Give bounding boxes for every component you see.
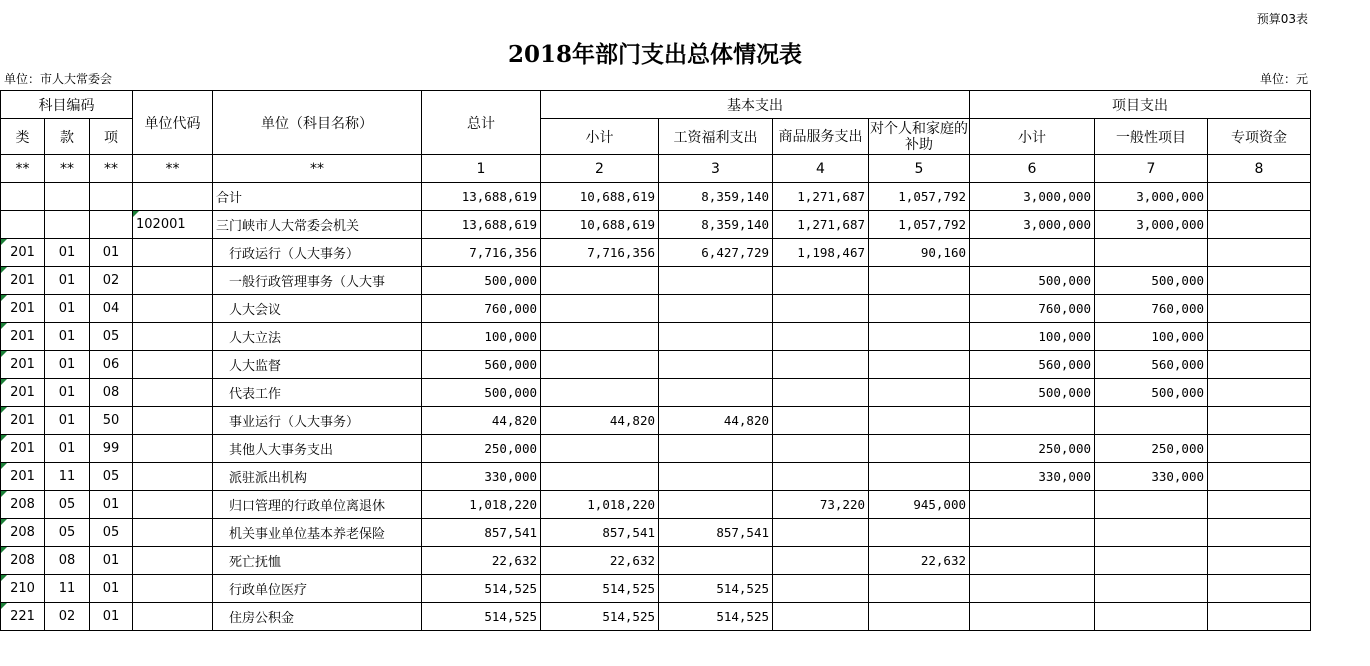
cell-unit-name: 人大会议	[213, 295, 422, 323]
table-row	[1, 267, 1311, 295]
header-kuan: 款	[45, 119, 90, 155]
cell-total: 1,018,220	[422, 491, 541, 519]
cell-goods-services	[773, 575, 869, 603]
cell-general-project: 3,000,000	[1095, 211, 1208, 239]
cell-kuan: 08	[45, 547, 90, 575]
cell-kuan: 01	[45, 351, 90, 379]
cell-goods-services	[773, 463, 869, 491]
cell-lei: 201	[1, 463, 45, 491]
cell-basic-subtotal	[541, 267, 659, 295]
cell-special-fund	[1208, 603, 1311, 631]
cell-personal-subsidy	[869, 379, 970, 407]
cell-unit-code	[133, 407, 213, 435]
cell-salary: 514,525	[659, 575, 773, 603]
cell-unit-code	[133, 239, 213, 267]
cell-unit-name: 行政单位医疗	[213, 575, 422, 603]
cell-lei: 208	[1, 547, 45, 575]
cell-project-subtotal	[970, 547, 1095, 575]
cell-lei: 201	[1, 239, 45, 267]
cell-unit-name: 合计	[213, 183, 422, 211]
cell-salary	[659, 435, 773, 463]
cell-unit-name: 机关事业单位基本养老保险	[213, 519, 422, 547]
cell-general-project: 100,000	[1095, 323, 1208, 351]
cell-kuan: 01	[45, 435, 90, 463]
cell-general-project	[1095, 547, 1208, 575]
cell-goods-services	[773, 379, 869, 407]
cell-goods-services	[773, 547, 869, 575]
cell-project-subtotal: 3,000,000	[970, 211, 1095, 239]
cell-salary	[659, 351, 773, 379]
header-lei: 类	[1, 119, 45, 155]
table-row	[1, 435, 1311, 463]
table-row	[1, 407, 1311, 435]
cell-xiang: 50	[90, 407, 133, 435]
cell-goods-services	[773, 603, 869, 631]
column-index-cell: 3	[659, 155, 773, 183]
cell-personal-subsidy	[869, 603, 970, 631]
cell-general-project: 500,000	[1095, 379, 1208, 407]
table-body	[1, 183, 1311, 631]
cell-unit-name: 住房公积金	[213, 603, 422, 631]
cell-goods-services: 1,198,467	[773, 239, 869, 267]
cell-special-fund	[1208, 547, 1311, 575]
cell-special-fund	[1208, 323, 1311, 351]
cell-lei: 221	[1, 603, 45, 631]
cell-lei: 201	[1, 267, 45, 295]
cell-xiang: 01	[90, 239, 133, 267]
cell-xiang: 05	[90, 463, 133, 491]
cell-xiang: 06	[90, 351, 133, 379]
header-goods-services: 商品服务支出	[773, 119, 869, 155]
cell-salary: 44,820	[659, 407, 773, 435]
cell-xiang: 04	[90, 295, 133, 323]
cell-unit-name: 派驻派出机构	[213, 463, 422, 491]
cell-kuan: 05	[45, 519, 90, 547]
cell-goods-services	[773, 351, 869, 379]
cell-total: 560,000	[422, 351, 541, 379]
cell-goods-services: 73,220	[773, 491, 869, 519]
cell-salary	[659, 463, 773, 491]
cell-salary	[659, 267, 773, 295]
cell-general-project: 500,000	[1095, 267, 1208, 295]
cell-salary: 8,359,140	[659, 211, 773, 239]
cell-kuan: 01	[45, 239, 90, 267]
cell-goods-services: 1,271,687	[773, 211, 869, 239]
cell-unit-code	[133, 183, 213, 211]
table-row	[1, 519, 1311, 547]
cell-kuan: 01	[45, 379, 90, 407]
cell-kuan: 02	[45, 603, 90, 631]
header-xiang: 项	[90, 119, 133, 155]
cell-kuan	[45, 183, 90, 211]
page-title: 2018年部门支出总体情况表	[507, 41, 802, 68]
cell-kuan: 01	[45, 295, 90, 323]
unit-label-left: 单位：市人大常委会	[4, 72, 113, 86]
cell-special-fund	[1208, 379, 1311, 407]
column-index-cell: 1	[422, 155, 541, 183]
column-index-cell: **	[90, 155, 133, 183]
cell-personal-subsidy	[869, 575, 970, 603]
cell-total: 500,000	[422, 267, 541, 295]
column-index-cell: **	[1, 155, 45, 183]
cell-unit-code	[133, 379, 213, 407]
cell-personal-subsidy	[869, 435, 970, 463]
cell-total: 44,820	[422, 407, 541, 435]
header-project-expenditure: 项目支出	[970, 91, 1311, 119]
cell-project-subtotal: 330,000	[970, 463, 1095, 491]
cell-project-subtotal	[970, 239, 1095, 267]
cell-salary: 6,427,729	[659, 239, 773, 267]
cell-basic-subtotal	[541, 379, 659, 407]
table-row	[1, 603, 1311, 631]
cell-basic-subtotal	[541, 435, 659, 463]
column-index-cell: **	[133, 155, 213, 183]
cell-lei: 201	[1, 379, 45, 407]
cell-unit-name: 一般行政管理事务（人大事	[213, 267, 422, 295]
cell-lei: 208	[1, 491, 45, 519]
cell-unit-name: 归口管理的行政单位离退休	[213, 491, 422, 519]
cell-basic-subtotal: 514,525	[541, 603, 659, 631]
cell-project-subtotal: 760,000	[970, 295, 1095, 323]
header-subject-code: 科目编码	[1, 91, 133, 119]
cell-general-project	[1095, 407, 1208, 435]
column-index-cell: 7	[1095, 155, 1208, 183]
cell-total: 330,000	[422, 463, 541, 491]
expenditure-table	[0, 90, 1311, 631]
cell-general-project	[1095, 575, 1208, 603]
header-basic-expenditure: 基本支出	[541, 91, 970, 119]
cell-special-fund	[1208, 519, 1311, 547]
cell-unit-code	[133, 351, 213, 379]
column-index-cell: 6	[970, 155, 1095, 183]
cell-special-fund	[1208, 435, 1311, 463]
cell-project-subtotal: 3,000,000	[970, 183, 1095, 211]
cell-unit-code	[133, 323, 213, 351]
table-row	[1, 379, 1311, 407]
table-row	[1, 211, 1311, 239]
cell-general-project	[1095, 239, 1208, 267]
cell-kuan: 01	[45, 407, 90, 435]
cell-project-subtotal: 500,000	[970, 267, 1095, 295]
header-special-fund: 专项资金	[1208, 119, 1311, 155]
cell-xiang: 05	[90, 519, 133, 547]
cell-xiang	[90, 211, 133, 239]
cell-project-subtotal: 100,000	[970, 323, 1095, 351]
cell-xiang: 01	[90, 603, 133, 631]
cell-basic-subtotal: 44,820	[541, 407, 659, 435]
cell-special-fund	[1208, 351, 1311, 379]
cell-personal-subsidy: 1,057,792	[869, 211, 970, 239]
table-row	[1, 547, 1311, 575]
cell-unit-code	[133, 575, 213, 603]
header-project-subtotal: 小计	[970, 119, 1095, 155]
cell-basic-subtotal: 10,688,619	[541, 211, 659, 239]
cell-general-project: 250,000	[1095, 435, 1208, 463]
cell-special-fund	[1208, 575, 1311, 603]
header-personal-subsidy: 对个人和家庭的补助	[870, 120, 968, 153]
cell-unit-code	[133, 435, 213, 463]
cell-basic-subtotal: 514,525	[541, 575, 659, 603]
cell-unit-code	[133, 547, 213, 575]
cell-project-subtotal	[970, 491, 1095, 519]
table-row	[1, 351, 1311, 379]
cell-special-fund	[1208, 267, 1311, 295]
cell-salary: 514,525	[659, 603, 773, 631]
header-total: 总计	[422, 91, 541, 155]
cell-lei: 201	[1, 295, 45, 323]
cell-general-project	[1095, 491, 1208, 519]
cell-lei: 201	[1, 351, 45, 379]
cell-unit-name: 行政运行（人大事务）	[213, 239, 422, 267]
cell-xiang: 01	[90, 491, 133, 519]
column-index-cell: 2	[541, 155, 659, 183]
cell-unit-name: 死亡抚恤	[213, 547, 422, 575]
cell-lei: 208	[1, 519, 45, 547]
table-row	[1, 463, 1311, 491]
cell-total: 500,000	[422, 379, 541, 407]
cell-goods-services: 1,271,687	[773, 183, 869, 211]
cell-kuan: 01	[45, 267, 90, 295]
table-row	[1, 295, 1311, 323]
cell-special-fund	[1208, 295, 1311, 323]
table-row	[1, 183, 1311, 211]
cell-unit-code	[133, 463, 213, 491]
cell-total: 514,525	[422, 603, 541, 631]
cell-unit-name: 事业运行（人大事务）	[213, 407, 422, 435]
cell-basic-subtotal	[541, 295, 659, 323]
cell-personal-subsidy: 90,160	[869, 239, 970, 267]
cell-kuan: 01	[45, 323, 90, 351]
cell-goods-services	[773, 267, 869, 295]
cell-goods-services	[773, 407, 869, 435]
cell-salary	[659, 491, 773, 519]
table-row	[1, 491, 1311, 519]
cell-personal-subsidy: 945,000	[869, 491, 970, 519]
cell-unit-name: 人大立法	[213, 323, 422, 351]
form-number: 预算03表	[1256, 12, 1308, 26]
cell-project-subtotal	[970, 519, 1095, 547]
cell-special-fund	[1208, 491, 1311, 519]
cell-total: 514,525	[422, 575, 541, 603]
cell-general-project: 330,000	[1095, 463, 1208, 491]
cell-special-fund	[1208, 463, 1311, 491]
cell-personal-subsidy	[869, 267, 970, 295]
cell-goods-services	[773, 295, 869, 323]
cell-lei	[1, 211, 45, 239]
cell-total: 13,688,619	[422, 211, 541, 239]
cell-xiang: 01	[90, 575, 133, 603]
cell-basic-subtotal	[541, 351, 659, 379]
cell-lei: 201	[1, 323, 45, 351]
cell-project-subtotal	[970, 407, 1095, 435]
cell-goods-services	[773, 519, 869, 547]
cell-personal-subsidy	[869, 407, 970, 435]
cell-xiang: 05	[90, 323, 133, 351]
cell-personal-subsidy	[869, 351, 970, 379]
cell-personal-subsidy	[869, 463, 970, 491]
cell-general-project: 3,000,000	[1095, 183, 1208, 211]
cell-basic-subtotal: 1,018,220	[541, 491, 659, 519]
cell-project-subtotal: 250,000	[970, 435, 1095, 463]
header-salary: 工资福利支出	[659, 119, 773, 155]
cell-goods-services	[773, 435, 869, 463]
cell-kuan	[45, 211, 90, 239]
cell-personal-subsidy	[869, 295, 970, 323]
cell-unit-code	[133, 603, 213, 631]
cell-unit-code	[133, 491, 213, 519]
cell-xiang: 99	[90, 435, 133, 463]
cell-unit-code	[133, 519, 213, 547]
cell-goods-services	[773, 323, 869, 351]
cell-total: 857,541	[422, 519, 541, 547]
cell-project-subtotal	[970, 575, 1095, 603]
cell-personal-subsidy: 22,632	[869, 547, 970, 575]
cell-basic-subtotal	[541, 463, 659, 491]
cell-unit-name: 其他人大事务支出	[213, 435, 422, 463]
cell-xiang	[90, 183, 133, 211]
cell-total: 250,000	[422, 435, 541, 463]
cell-unit-code	[133, 295, 213, 323]
cell-basic-subtotal: 10,688,619	[541, 183, 659, 211]
table-row	[1, 323, 1311, 351]
cell-project-subtotal: 560,000	[970, 351, 1095, 379]
cell-basic-subtotal	[541, 323, 659, 351]
cell-lei: 201	[1, 407, 45, 435]
cell-basic-subtotal: 7,716,356	[541, 239, 659, 267]
cell-salary: 8,359,140	[659, 183, 773, 211]
cell-unit-name: 代表工作	[213, 379, 422, 407]
cell-basic-subtotal: 857,541	[541, 519, 659, 547]
cell-personal-subsidy	[869, 519, 970, 547]
column-index-cell: 8	[1208, 155, 1311, 183]
unit-label-right: 单位：元	[1259, 72, 1308, 86]
table-row	[1, 239, 1311, 267]
cell-xiang: 08	[90, 379, 133, 407]
cell-personal-subsidy	[869, 323, 970, 351]
cell-basic-subtotal: 22,632	[541, 547, 659, 575]
header-unit-code: 单位代码	[133, 91, 213, 155]
cell-general-project: 760,000	[1095, 295, 1208, 323]
cell-kuan: 11	[45, 575, 90, 603]
cell-total: 13,688,619	[422, 183, 541, 211]
cell-special-fund	[1208, 239, 1311, 267]
cell-salary	[659, 323, 773, 351]
cell-project-subtotal	[970, 603, 1095, 631]
cell-unit-code: 102001	[133, 211, 213, 239]
table-row	[1, 575, 1311, 603]
column-index-cell: 4	[773, 155, 869, 183]
cell-general-project	[1095, 519, 1208, 547]
cell-project-subtotal: 500,000	[970, 379, 1095, 407]
cell-salary	[659, 379, 773, 407]
cell-special-fund	[1208, 183, 1311, 211]
cell-personal-subsidy: 1,057,792	[869, 183, 970, 211]
cell-lei	[1, 183, 45, 211]
cell-total: 7,716,356	[422, 239, 541, 267]
header-basic-subtotal: 小计	[541, 119, 659, 155]
column-index-row	[1, 155, 1311, 183]
cell-kuan: 11	[45, 463, 90, 491]
column-index-cell: **	[45, 155, 90, 183]
cell-kuan: 05	[45, 491, 90, 519]
cell-general-project: 560,000	[1095, 351, 1208, 379]
cell-salary	[659, 295, 773, 323]
cell-lei: 201	[1, 435, 45, 463]
cell-salary: 857,541	[659, 519, 773, 547]
cell-unit-name: 三门峡市人大常委会机关	[213, 211, 422, 239]
cell-special-fund	[1208, 407, 1311, 435]
cell-salary	[659, 547, 773, 575]
column-index-cell: 5	[869, 155, 970, 183]
cell-unit-code	[133, 267, 213, 295]
cell-special-fund	[1208, 211, 1311, 239]
cell-xiang: 02	[90, 267, 133, 295]
cell-total: 100,000	[422, 323, 541, 351]
cell-total: 22,632	[422, 547, 541, 575]
cell-lei: 210	[1, 575, 45, 603]
header-general-project: 一般性项目	[1095, 119, 1208, 155]
header-unit-name: 单位（科目名称）	[213, 91, 422, 155]
cell-xiang: 01	[90, 547, 133, 575]
cell-total: 760,000	[422, 295, 541, 323]
cell-general-project	[1095, 603, 1208, 631]
column-index-cell: **	[213, 155, 422, 183]
cell-unit-name: 人大监督	[213, 351, 422, 379]
